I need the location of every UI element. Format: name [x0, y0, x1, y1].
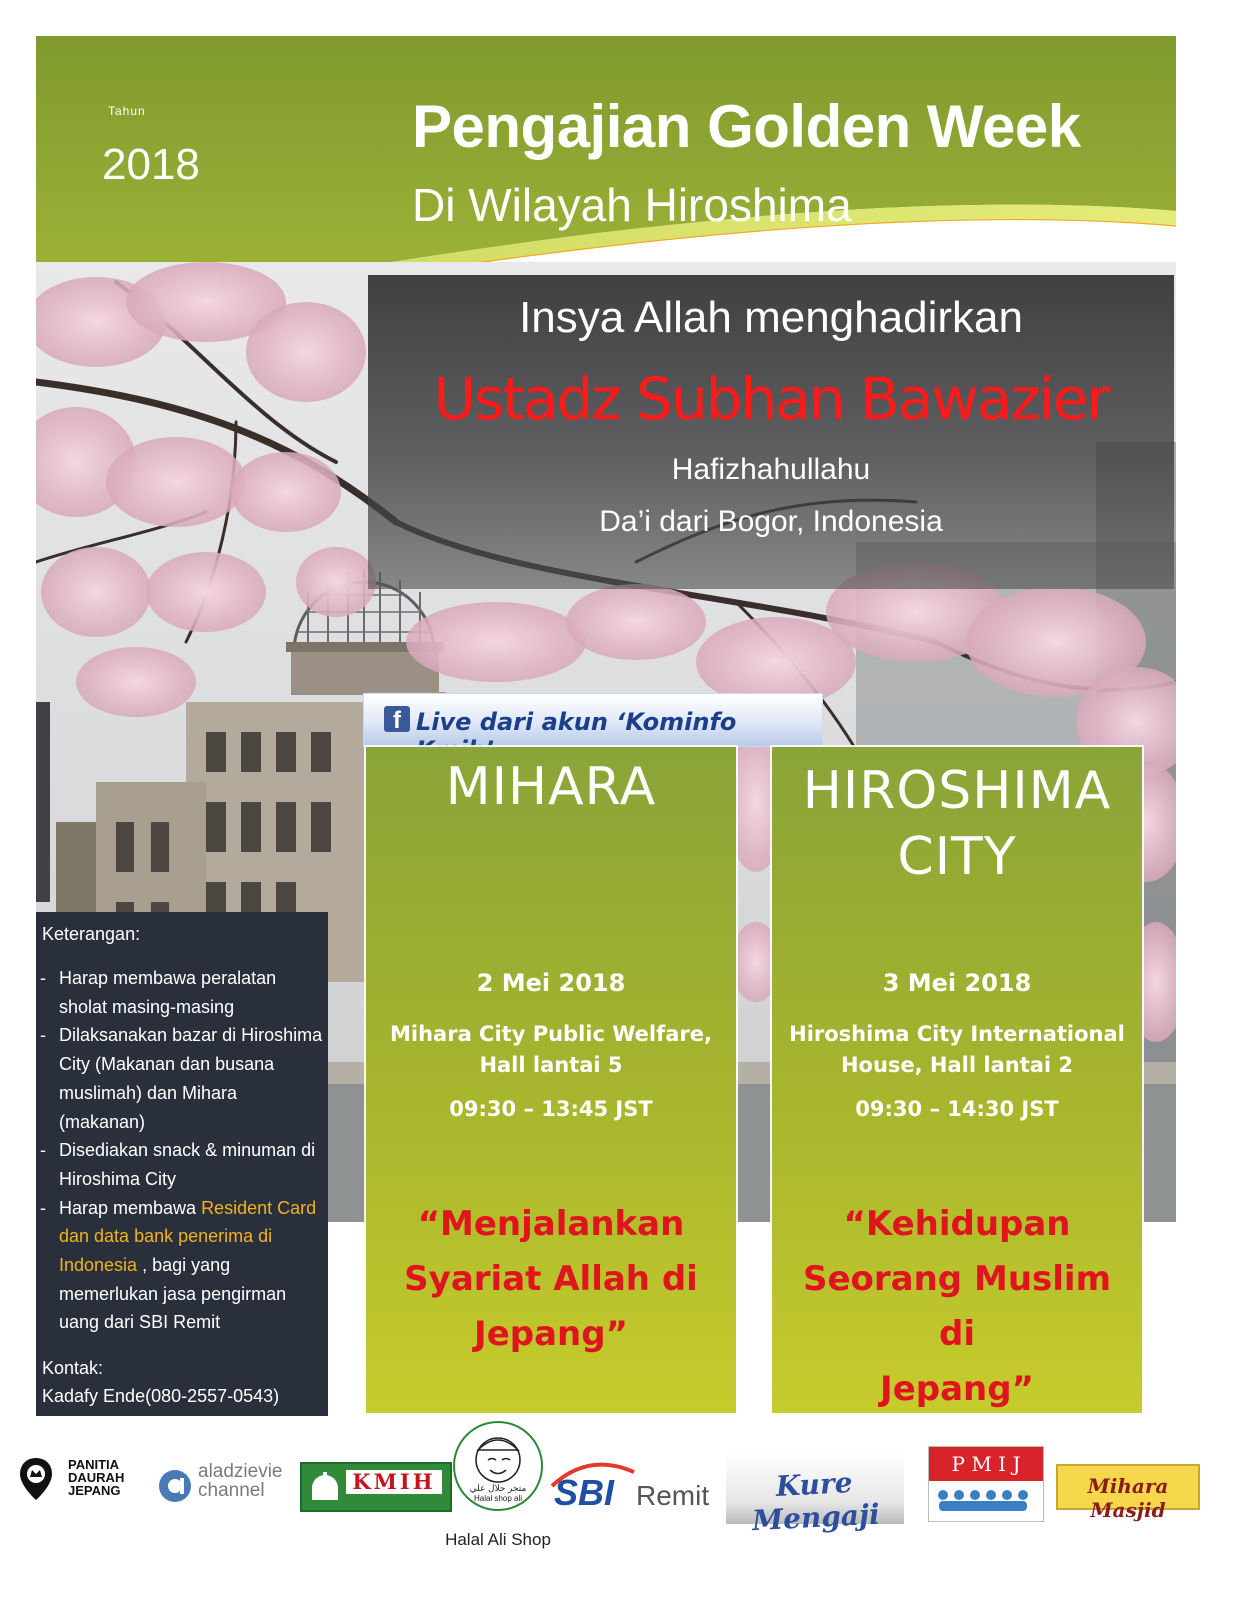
- logo-kure-text: Kure Mengaji: [751, 1466, 881, 1538]
- event-theme-line2: Syariat Allah di: [404, 1259, 698, 1299]
- logo-mihara-masjid-text: Mihara Masjid: [1087, 1474, 1169, 1522]
- mosque-icon: [308, 1470, 342, 1504]
- logo-aladzievie-sub: channel: [198, 1480, 265, 1501]
- logo-panitia-line: PANITIA: [68, 1457, 120, 1472]
- note-text: Disediakan snack & minuman di Hiroshima City: [59, 1140, 316, 1189]
- speaker-origin: Da’i dari Bogor, Indonesia: [599, 505, 943, 538]
- list-item: - Harap membawa peralatan sholat masing-masing: [40, 968, 277, 1017]
- event-venue-line1: Hiroshima City International: [789, 1022, 1125, 1046]
- event-venue: [376, 1019, 726, 1081]
- note-highlight: Resident Card dan data bank penerima di Indonesia: [59, 1197, 317, 1276]
- logo-remit-text: Remit: [636, 1480, 710, 1511]
- notes-list: [40, 964, 324, 1337]
- event-date: 3 Mei 2018: [882, 969, 1032, 997]
- event-theme-line3: Jepang”: [474, 1314, 628, 1354]
- logo-halal-small: Halal shop ali: [473, 1494, 523, 1503]
- logo-kure-mengaji: [726, 1452, 904, 1538]
- facebook-live-banner[interactable]: [363, 693, 823, 747]
- event-theme: [380, 1197, 722, 1362]
- note-text: Dilaksanakan bazar di Hiroshima City (Makanan dan busana muslimah) dan Mihara (makanan): [59, 1025, 323, 1132]
- sponsor-logos: [0, 1418, 1236, 1600]
- facebook-icon: f: [384, 706, 410, 732]
- event-date: 2 Mei 2018: [476, 969, 626, 997]
- event-theme-line1: “Kehidupan: [843, 1204, 1071, 1244]
- logo-halal-ali-shop: [452, 1420, 544, 1540]
- event-time: 09:30 – 14:30 JST: [855, 1097, 1059, 1121]
- list-item: - Disediakan snack & minuman di Hiroshima City: [40, 1140, 316, 1189]
- contact-label: Kontak:: [42, 1358, 104, 1378]
- speaker-name: Ustadz Subhan Bawazier: [433, 365, 1109, 433]
- logo-sbi-remit: [548, 1458, 728, 1518]
- page-title: Pengajian Golden Week: [412, 93, 1081, 160]
- page-subtitle: Di Wilayah Hiroshima: [412, 179, 852, 231]
- event-city-line1: HIROSHIMA: [802, 761, 1112, 821]
- map-pin-icon: [18, 1456, 54, 1502]
- logo-panitia-line: JEPANG: [68, 1483, 121, 1498]
- event-card-mihara: [366, 747, 736, 1413]
- event-venue: [782, 1019, 1132, 1081]
- logo-panitia-line: DAURAH: [68, 1470, 125, 1485]
- event-venue-line2: House, Hall lantai 2: [840, 1053, 1074, 1077]
- logo-aladzievie-name: aladzievie: [198, 1461, 283, 1482]
- event-card-hiroshima: [772, 747, 1142, 1413]
- logo-halal-caption: Halal Ali Shop: [445, 1530, 551, 1549]
- logo-pmij: [928, 1446, 1044, 1522]
- live-stream-text: Live dari akun ‘Kominfo: [416, 708, 737, 736]
- logo-halal-arabic: متجر حلال علي: [469, 1483, 527, 1493]
- event-city: MIHARA: [445, 757, 657, 817]
- people-icon: [929, 1481, 1043, 1521]
- list-item: - Dilaksanakan bazar di Hiroshima City (Makanan dan busana muslimah) dan Mihara (makanan): [40, 1025, 323, 1132]
- event-theme-line2: Seorang Muslim di: [802, 1259, 1111, 1354]
- event-venue-line1: Mihara City Public Welfare,: [390, 1022, 712, 1046]
- notes-heading: Keterangan:: [42, 924, 141, 944]
- logo-sbi-text: SBI: [554, 1472, 615, 1513]
- notes-panel: [36, 912, 328, 1416]
- event-city-line2: CITY: [897, 827, 1017, 887]
- event-theme: [786, 1197, 1128, 1417]
- note-text: Harap membawa: [59, 1197, 202, 1218]
- aladzievie-icon: [158, 1466, 192, 1506]
- logo-aladzievie-channel: [158, 1462, 298, 1512]
- note-text: , bagi yang memerlukan jasa pengirman uang dari SBI Remit: [59, 1255, 287, 1333]
- speaker-panel: [368, 275, 1174, 589]
- logo-pmij-text: P M I J: [929, 1447, 1043, 1481]
- event-theme-line1: “Menjalankan: [417, 1204, 685, 1244]
- logo-panitia-daurah-jepang: [18, 1456, 138, 1506]
- logo-kmih-text: KMIH: [346, 1470, 442, 1494]
- list-item: - Harap membawa Resident Card dan data bank penerima di Indonesia , bagi yang memerlukan jasa pengirman uang dari SBI Remit: [40, 1197, 317, 1333]
- speaker-intro: Insya Allah menghadirkan: [519, 293, 1023, 342]
- logo-mihara-masjid: [1056, 1464, 1200, 1522]
- event-venue-line2: Hall lantai 5: [479, 1053, 623, 1077]
- event-time: 09:30 – 13:45 JST: [449, 1097, 653, 1121]
- contact-value: Kadafy Ende(080-2557-0543): [42, 1386, 280, 1406]
- year-label: Tahun: [108, 104, 146, 118]
- event-year: 2018: [102, 140, 200, 189]
- event-theme-line3: Jepang”: [880, 1369, 1034, 1409]
- contact-block: [42, 1354, 279, 1410]
- logo-kmih: [300, 1462, 452, 1512]
- speaker-honorific: Hafizhahullahu: [671, 453, 871, 486]
- note-text: Harap membawa peralatan sholat masing-masing: [59, 968, 277, 1017]
